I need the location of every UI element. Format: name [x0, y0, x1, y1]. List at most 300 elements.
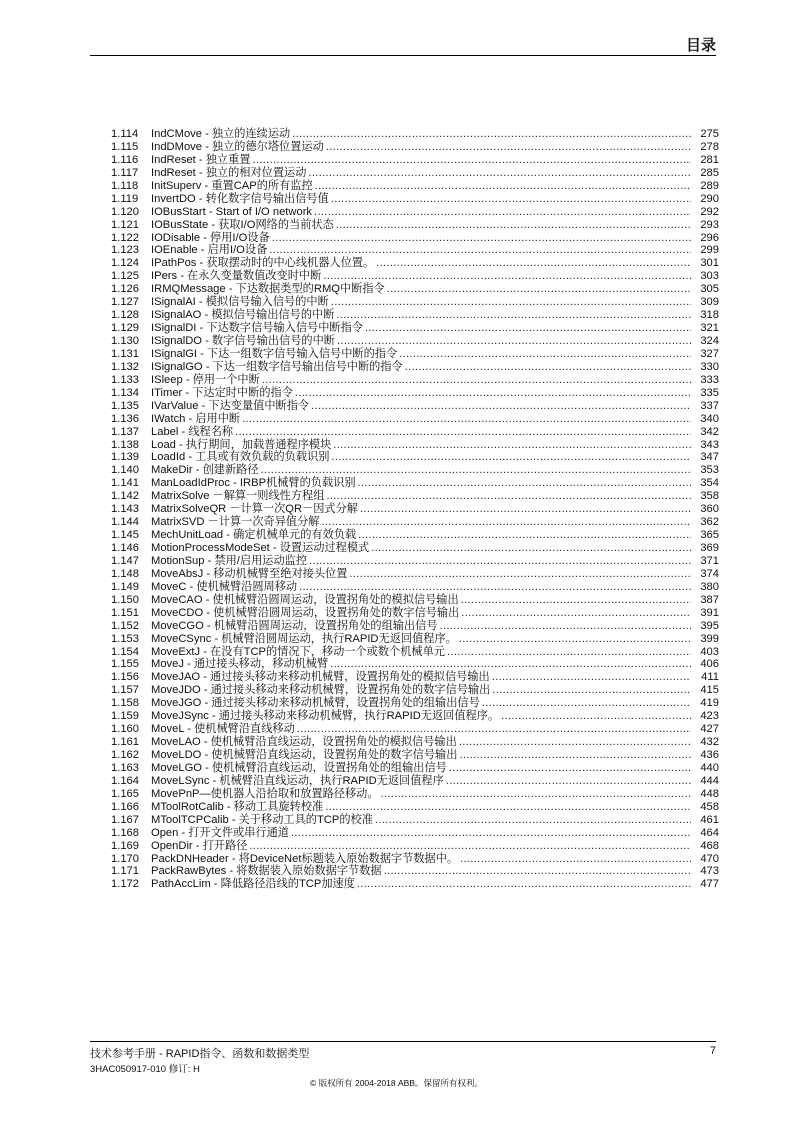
toc-entry-page[interactable]: 403 [700, 645, 719, 658]
toc-entry[interactable] [111, 671, 719, 684]
toc-entry-page[interactable]: 419 [700, 697, 719, 710]
toc-entry[interactable] [111, 684, 719, 697]
toc-entry[interactable] [111, 477, 719, 490]
toc-entry[interactable] [111, 154, 719, 167]
footer-document-id: 3HAC050917-010 修订: H [90, 1064, 200, 1075]
toc-dot-leader [315, 180, 691, 193]
toc-entry-number: 1.159 [111, 710, 139, 723]
toc-entry-number: 1.135 [111, 399, 139, 412]
toc-entry-page[interactable]: 473 [700, 865, 719, 878]
toc-dot-leader [249, 840, 691, 853]
toc-entry[interactable] [111, 827, 719, 840]
footer-copyright: © 版权所有 2004-2018 ABB。保留所有权利。 [309, 1078, 483, 1088]
toc-dot-leader [323, 270, 691, 283]
toc-entry[interactable] [111, 723, 719, 736]
toc-entry[interactable] [111, 555, 719, 568]
toc-entry[interactable] [111, 206, 719, 219]
toc-entry-title[interactable]: MoveExtJ - 在没有TCP的情况下，移动一个或数个机械单元 [151, 645, 445, 658]
toc-entry-number: 1.166 [111, 800, 139, 813]
toc-entry[interactable] [111, 361, 719, 374]
toc-entry[interactable] [111, 439, 719, 452]
toc-entry-title[interactable]: InvertDO - 转化数字信号输出信号值 [151, 192, 329, 205]
toc-entry-title[interactable]: MechUnitLoad - 确定机械单元的有效负载 [151, 529, 357, 542]
toc-dot-leader [459, 633, 691, 646]
toc-entry-title[interactable]: PackRawBytes - 将数据装入原始数据字节数据 [151, 865, 382, 878]
toc-dot-leader [331, 451, 691, 464]
toc-entry-number: 1.142 [111, 490, 139, 503]
toc-entry[interactable] [111, 309, 719, 322]
toc-dot-leader [357, 878, 691, 891]
toc-entry-number: 1.118 [111, 179, 139, 192]
toc-dot-leader [381, 788, 691, 801]
toc-entry-number: 1.120 [111, 205, 139, 218]
toc-entry-number: 1.160 [111, 723, 139, 736]
toc-entry-title[interactable]: IndReset - 独立重置 [151, 153, 251, 166]
toc-entry[interactable] [111, 762, 719, 775]
toc-entry-title[interactable]: ISignalGO - 下达一组数字信号输出信号中断的指令 [151, 360, 403, 373]
toc-entry-number: 1.125 [111, 270, 139, 283]
toc-entry-title[interactable]: ISignalDI - 下达数字信号输入信号中断指令 [151, 322, 363, 335]
toc-entry-title[interactable]: IWatch - 启用中断 [151, 412, 241, 425]
toc-entry-number: 1.150 [111, 593, 139, 606]
toc-entry-page[interactable]: 296 [700, 231, 719, 244]
toc-entry-number: 1.128 [111, 309, 139, 322]
toc-entry[interactable] [111, 374, 719, 387]
toc-dot-leader [297, 723, 691, 736]
toc-entry-page[interactable]: 444 [700, 774, 719, 787]
toc-entry-title[interactable]: PackDNHeader - 将DeviceNet标题装入原始数据字节数据中。 [151, 852, 459, 865]
toc-dot-leader [492, 671, 691, 684]
toc-dot-leader [311, 400, 691, 413]
toc-entry-number: 1.129 [111, 322, 139, 335]
toc-dot-leader [321, 516, 691, 529]
toc-dot-leader [440, 620, 691, 633]
toc-entry-title[interactable]: OpenDir - 打开路径 [151, 839, 248, 852]
toc-entry-page[interactable]: 327 [700, 347, 719, 360]
toc-entry[interactable] [111, 594, 719, 607]
toc-entry-number: 1.151 [111, 606, 139, 619]
toc-dot-leader [292, 128, 691, 141]
toc-entry-title[interactable]: MatrixSolveQR －计算一次QR－因式分解 [151, 503, 358, 516]
toc-entry-title[interactable]: ITimer - 下达定时中断的指令 [151, 386, 293, 399]
toc-entry[interactable] [111, 464, 719, 477]
toc-entry-number: 1.152 [111, 619, 139, 632]
toc-dot-leader [308, 167, 691, 180]
toc-entry-page[interactable]: 369 [700, 542, 719, 554]
toc-entry-page[interactable]: 303 [700, 270, 719, 283]
toc-entry-page[interactable]: 380 [700, 580, 719, 593]
toc-dot-leader [235, 426, 691, 439]
toc-entry[interactable] [111, 413, 719, 426]
toc-entry-page[interactable]: 411 [701, 671, 719, 684]
toc-entry-page[interactable]: 337 [700, 399, 719, 412]
toc-entry-number: 1.121 [111, 218, 139, 231]
toc-entry-number: 1.134 [111, 386, 139, 399]
toc-entry[interactable] [111, 141, 719, 154]
toc-entry-title[interactable]: MoveCSync - 机械臂沿圆周运动，执行RAPID无返回值程序。 [151, 632, 457, 645]
toc-dot-leader [291, 827, 691, 840]
toc-entry-title[interactable]: IVarValue - 下达变量值中断指令 [151, 399, 310, 412]
toc-entry-title[interactable]: IndReset - 独立的相对位置运动 [151, 166, 307, 179]
toc-entry-page[interactable]: 406 [700, 658, 719, 671]
toc-entry-page[interactable]: 278 [700, 140, 719, 153]
toc-entry-title[interactable]: IODisable - 停用I/O设备 [151, 231, 270, 244]
toc-dot-leader [299, 581, 691, 594]
toc-entry-page[interactable]: 448 [700, 787, 719, 800]
toc-entry[interactable] [111, 581, 719, 594]
toc-entry-page[interactable]: 330 [700, 360, 719, 373]
toc-entry-title[interactable]: ISleep - 停用一个中断 [151, 373, 260, 386]
toc-entry-page[interactable]: 387 [700, 593, 719, 606]
toc-entry-page[interactable]: 440 [700, 761, 719, 774]
toc-entry-page[interactable]: 353 [700, 464, 719, 477]
toc-dot-leader [337, 335, 691, 348]
toc-entry[interactable] [111, 167, 719, 180]
toc-dot-leader [446, 775, 691, 788]
toc-entry-title[interactable]: MatrixSVD －计算一次奇异值分解 [151, 516, 320, 529]
toc-entry-title[interactable]: MoveLAO - 使机械臂沿直线运动，设置拐角处的模拟信号输出 [151, 736, 457, 749]
toc-entry[interactable] [111, 219, 719, 232]
toc-dot-leader [387, 283, 691, 296]
toc-dot-leader [449, 762, 691, 775]
toc-dot-leader [326, 141, 691, 154]
toc-dot-leader [295, 387, 691, 400]
toc-entry-title[interactable]: IPathPos - 获取摆动时的中心线机器人位置。 [151, 257, 375, 270]
toc-dot-leader [375, 814, 691, 827]
toc-entry-page[interactable]: 464 [700, 826, 719, 839]
toc-dot-leader [461, 607, 691, 620]
toc-dot-leader [492, 684, 691, 697]
toc-entry-title[interactable]: PathAccLim - 降低路径沿线的TCP加速度 [151, 878, 355, 891]
toc-dot-leader [330, 658, 691, 671]
toc-entry-title[interactable]: MoveJ - 通过接头移动，移动机械臂 [151, 658, 329, 671]
toc-entry-page[interactable]: 391 [700, 606, 719, 619]
toc-entry-title[interactable]: LoadId - 工具或有效负载的负载识别 [151, 451, 330, 464]
toc-entry-page[interactable]: 423 [700, 710, 719, 723]
toc-entry-number: 1.130 [111, 335, 139, 347]
toc-entry-number: 1.164 [111, 774, 139, 787]
toc-entry[interactable] [111, 633, 719, 646]
toc-entry[interactable] [111, 451, 719, 464]
toc-entry-number: 1.172 [111, 878, 139, 891]
toc-entry-title[interactable]: ISignalAI - 模拟信号输入信号的中断 [151, 296, 329, 309]
toc-entry-page[interactable]: 458 [700, 800, 719, 813]
toc-entry-title[interactable]: MoveJGO - 通过接头移动来移动机械臂，设置拐角处的组输出信号 [151, 697, 480, 710]
toc-entry-number: 1.138 [111, 438, 139, 451]
toc-entry-number: 1.148 [111, 567, 139, 580]
toc-dot-leader [399, 348, 691, 361]
toc-dot-leader [371, 542, 691, 555]
toc-dot-leader [459, 736, 691, 749]
toc-entry-title[interactable]: IndCMove - 独立的连续运动 [151, 128, 291, 140]
toc-entry-page[interactable]: 399 [700, 632, 719, 645]
toc-entry[interactable] [111, 296, 719, 309]
toc-entry-number: 1.145 [111, 529, 139, 542]
footer-manual-title: 技术参考手册 - RAPID指令、函数和数据类型 [90, 1048, 310, 1060]
toc-entry-number: 1.119 [111, 192, 139, 205]
toc-entry[interactable] [111, 128, 719, 141]
toc-entry[interactable] [111, 193, 719, 206]
toc-entry-number: 1.147 [111, 554, 139, 567]
toc-entry-number: 1.143 [111, 503, 139, 516]
toc-entry-page[interactable]: 374 [700, 567, 719, 580]
toc-dot-leader [336, 309, 691, 322]
toc-entry-number: 1.131 [111, 347, 139, 360]
toc-entry-number: 1.115 [111, 140, 139, 153]
toc-entry-page[interactable]: 318 [700, 309, 719, 322]
toc-entry-page[interactable]: 335 [700, 386, 719, 399]
toc-entry-page[interactable]: 301 [700, 257, 719, 270]
toc-dot-leader [482, 697, 691, 710]
toc-entry[interactable] [111, 840, 719, 853]
toc-entry-title[interactable]: IndDMove - 独立的德尔塔位置运动 [151, 140, 324, 153]
toc-entry-page[interactable]: 285 [700, 166, 719, 179]
toc-entry-page[interactable]: 324 [700, 335, 719, 347]
toc-entry-page[interactable]: 470 [700, 852, 719, 865]
toc-entry-title[interactable]: MotionProcessModeSet - 设置运动过程模式 [151, 542, 370, 554]
toc-entry-page[interactable]: 365 [700, 529, 719, 542]
toc-entry-title[interactable]: MoveLSync - 机械臂沿直线运动，执行RAPID无返回值程序 [151, 774, 444, 787]
toc-entry-title[interactable]: ISignalGI - 下达一组数字信号输入信号中断的指令 [151, 347, 398, 360]
toc-dot-leader [261, 464, 691, 477]
toc-entry-title[interactable]: ISignalDO - 数字信号输出信号的中断 [151, 335, 335, 347]
toc-dot-leader [358, 529, 691, 542]
toc-entry-page[interactable]: 468 [700, 839, 719, 852]
toc-entry[interactable] [111, 568, 719, 581]
toc-entry-title[interactable]: MoveLGO - 使机械臂沿直线运动，设置拐角处的组输出信号 [151, 761, 447, 774]
toc-entry-number: 1.163 [111, 761, 139, 774]
toc-entry[interactable] [111, 503, 719, 516]
toc-entry-title[interactable]: MoveJAO - 通过接头移动来移动机械臂，设置拐角处的模拟信号输出 [151, 671, 490, 684]
toc-entry-number: 1.156 [111, 671, 139, 684]
toc-entry-page[interactable]: 436 [700, 749, 719, 761]
toc-entry-number: 1.171 [111, 865, 139, 878]
toc-entry-number: 1.137 [111, 425, 139, 438]
toc-entry-number: 1.139 [111, 451, 139, 464]
toc-entry-page[interactable]: 290 [700, 192, 719, 205]
toc-dot-leader [460, 853, 691, 866]
toc-entry-page[interactable]: 342 [700, 425, 719, 438]
toc-entry-title[interactable]: MoveAbsJ - 移动机械臂至绝对接头位置 [151, 567, 348, 580]
toc-dot-leader [461, 594, 691, 607]
toc-entry[interactable] [111, 775, 719, 788]
toc-dot-leader [331, 296, 691, 309]
toc-entry-number: 1.133 [111, 373, 139, 386]
toc-entry-page[interactable]: 354 [700, 477, 719, 490]
toc-entry-title[interactable]: MovePnP—使机器人沿拾取和放置路径移动。 [151, 787, 379, 800]
toc-entry[interactable] [111, 348, 719, 361]
toc-entry-page[interactable]: 343 [700, 438, 719, 451]
toc-entry-page[interactable]: 362 [700, 516, 719, 529]
toc-entry-number: 1.169 [111, 839, 139, 852]
toc-entry-number: 1.146 [111, 542, 139, 554]
toc-entry[interactable] [111, 244, 719, 257]
toc-entry-number: 1.116 [111, 153, 139, 166]
toc-dot-leader [333, 439, 691, 452]
toc-entry-title[interactable]: MoveCDO - 使机械臂沿圆周运动，设置拐角处的数字信号输出 [151, 606, 460, 619]
toc-entry[interactable] [111, 620, 719, 633]
toc-entry-page[interactable]: 360 [700, 503, 719, 516]
toc-entry-number: 1.167 [111, 813, 139, 826]
toc-entry[interactable] [111, 180, 719, 193]
toc-entry-page[interactable]: 461 [700, 813, 719, 826]
toc-dot-leader [349, 568, 691, 581]
toc-entry[interactable] [111, 865, 719, 878]
toc-entry-number: 1.155 [111, 658, 139, 671]
toc-entry-page[interactable]: 309 [700, 296, 719, 309]
toc-entry-number: 1.153 [111, 632, 139, 645]
toc-entry-number: 1.123 [111, 244, 139, 257]
toc-entry-number: 1.136 [111, 412, 139, 425]
toc-entry-title[interactable]: IOBusStart - Start of I/O network [151, 205, 313, 218]
toc-entry-number: 1.157 [111, 684, 139, 697]
toc-entry-page[interactable]: 432 [700, 736, 719, 749]
footer-divider [90, 1041, 716, 1042]
toc-entry-number: 1.165 [111, 787, 139, 800]
toc-entry[interactable] [111, 658, 719, 671]
toc-entry-number: 1.149 [111, 580, 139, 593]
toc-dot-leader [331, 193, 691, 206]
toc-entry[interactable] [111, 878, 719, 891]
toc-dot-leader [384, 865, 691, 878]
toc-entry-title[interactable]: MatrixSolve －解算一则线性方程组 [151, 490, 325, 503]
toc-entry-page[interactable]: 340 [700, 412, 719, 425]
toc-entry-page[interactable]: 427 [700, 723, 719, 736]
toc-entry-number: 1.158 [111, 697, 139, 710]
toc-entry[interactable] [111, 322, 719, 335]
toc-entry-number: 1.168 [111, 826, 139, 839]
toc-entry-number: 1.140 [111, 464, 139, 477]
toc-entry-number: 1.124 [111, 257, 139, 270]
toc-entry-page[interactable]: 299 [700, 244, 719, 257]
toc-dot-leader [365, 322, 691, 335]
toc-entry-number: 1.127 [111, 296, 139, 309]
toc-dot-leader [360, 503, 691, 516]
toc-entry-page[interactable]: 292 [700, 205, 719, 218]
toc-entry-title[interactable]: InitSuperv - 重置CAP的所有监控 [151, 179, 313, 192]
toc-entry-title[interactable]: MoveLDO - 使机械臂沿直线运动，设置拐角处的数字信号输出 [151, 749, 458, 761]
toc-entry-page[interactable]: 333 [700, 373, 719, 386]
toc-entry-title[interactable]: IPers - 在永久变量数值改变时中断 [151, 270, 322, 283]
toc-entry[interactable] [111, 542, 719, 555]
toc-entry-title[interactable]: MToolTCPCalib - 关于移动工具的TCP的校准 [151, 813, 373, 826]
toc-entry[interactable] [111, 710, 719, 723]
toc-entry-number: 1.132 [111, 360, 139, 373]
toc-entry-number: 1.117 [111, 166, 139, 179]
toc-dot-leader [336, 219, 691, 232]
toc-entry[interactable] [111, 335, 719, 348]
toc-entry[interactable] [111, 426, 719, 439]
toc-entry-page[interactable]: 477 [700, 878, 719, 891]
toc-dot-leader [262, 374, 691, 387]
toc-dot-leader [314, 206, 691, 219]
header-title: 目录 [685, 37, 716, 54]
toc-entry-title[interactable]: Load - 执行期间，加载普通程序模块 [151, 438, 332, 451]
toc-entry[interactable] [111, 490, 719, 503]
toc-entry-title[interactable]: IRMQMessage - 下达数据类型的RMQ中断指令 [151, 283, 385, 296]
toc-entry-number: 1.154 [111, 645, 139, 658]
toc-entry[interactable] [111, 736, 719, 749]
toc-entry-number: 1.161 [111, 736, 139, 749]
toc-entry[interactable] [111, 270, 719, 283]
toc-dot-leader [358, 477, 691, 490]
toc-entry-title[interactable]: MoveCGO - 机械臂沿圆周运动，设置拐角处的组输出信号 [151, 619, 438, 632]
toc-entry-number: 1.126 [111, 283, 139, 296]
toc-entry-page[interactable]: 289 [700, 179, 719, 192]
header-divider [90, 55, 716, 56]
toc-entry-title[interactable]: IOEnable - 启用I/O设备 [151, 244, 268, 257]
toc-entry[interactable] [111, 400, 719, 413]
toc-entry[interactable] [111, 516, 719, 529]
toc-entry-number: 1.122 [111, 231, 139, 244]
toc-entry[interactable] [111, 801, 719, 814]
toc-entry-page[interactable]: 281 [700, 153, 719, 166]
toc-entry-title[interactable]: ISignalAO - 模拟信号输出信号的中断 [151, 309, 335, 322]
toc-entry[interactable] [111, 788, 719, 801]
toc-entry[interactable] [111, 529, 719, 542]
toc-entry[interactable] [111, 607, 719, 620]
toc-entry[interactable] [111, 232, 719, 245]
toc-entry-title[interactable]: MakeDir - 创建新路径 [151, 464, 259, 477]
toc-entry-title[interactable]: ManLoadIdProc - IRBP机械臂的负载识别 [151, 477, 356, 490]
toc-entry-title[interactable]: MToolRotCalib - 移动工具旋转校准 [151, 800, 324, 813]
toc-entry-page[interactable]: 293 [700, 218, 719, 231]
toc-dot-leader [405, 361, 691, 374]
toc-entry-title[interactable]: MoveL - 使机械臂沿直线移动 [151, 723, 295, 736]
toc-entry[interactable] [111, 697, 719, 710]
toc-entry-page[interactable]: 358 [700, 490, 719, 503]
toc-dot-leader [252, 154, 691, 167]
toc-entry[interactable] [111, 283, 719, 296]
footer-page-number: 7 [709, 1045, 716, 1057]
toc-dot-leader [272, 232, 691, 245]
toc-entry-number: 1.141 [111, 477, 139, 490]
toc-entry-title[interactable]: MotionSup - 禁用/启用运动监控 [151, 554, 308, 567]
toc-entry-number: 1.144 [111, 516, 139, 529]
toc-entry-page[interactable]: 305 [700, 283, 719, 296]
toc-dot-leader [459, 749, 691, 762]
toc-entry-title[interactable]: Open - 打开文件或串行通道 [151, 826, 289, 839]
toc-dot-leader [325, 801, 691, 814]
toc-dot-leader [326, 490, 691, 503]
toc-dot-leader [376, 257, 691, 270]
toc-entry-title[interactable]: MoveJDO - 通过接头移动来移动机械臂，设置拐角处的数字信号输出 [151, 684, 491, 697]
toc-entry-number: 1.114 [111, 128, 139, 140]
toc-entry[interactable] [111, 646, 719, 659]
toc-entry-page[interactable]: 275 [700, 128, 719, 140]
toc-entry-number: 1.162 [111, 749, 139, 761]
toc-entry[interactable] [111, 749, 719, 762]
toc-dot-leader [269, 244, 691, 257]
toc-entry-page[interactable]: 371 [700, 554, 719, 567]
toc-entry-page[interactable]: 395 [700, 619, 719, 632]
toc-entry[interactable] [111, 814, 719, 827]
toc-entry-title[interactable]: MoveJSync - 通过接头移动来移动机械臂，执行RAPID无返回值程序。 [151, 710, 500, 723]
toc-entry-page[interactable]: 415 [700, 684, 719, 697]
toc-entry-title[interactable]: MoveC - 使机械臂沿圆周移动 [151, 580, 298, 593]
toc-entry-title[interactable]: IOBusState - 获取I/O网络的当前状态 [151, 218, 334, 231]
toc-entry-page[interactable]: 347 [700, 451, 719, 464]
toc-entry-title[interactable]: Label - 线程名称 [151, 425, 234, 438]
toc-entry-page[interactable]: 321 [700, 322, 719, 335]
toc-entry[interactable] [111, 387, 719, 400]
toc-entry[interactable] [111, 257, 719, 270]
toc-dot-leader [309, 555, 691, 568]
toc-dot-leader [447, 646, 691, 659]
toc-entry[interactable] [111, 853, 719, 866]
toc-entry-number: 1.170 [111, 852, 139, 865]
toc-entry-title[interactable]: MoveCAO - 使机械臂沿圆周运动，设置拐角处的模拟信号输出 [151, 593, 459, 606]
